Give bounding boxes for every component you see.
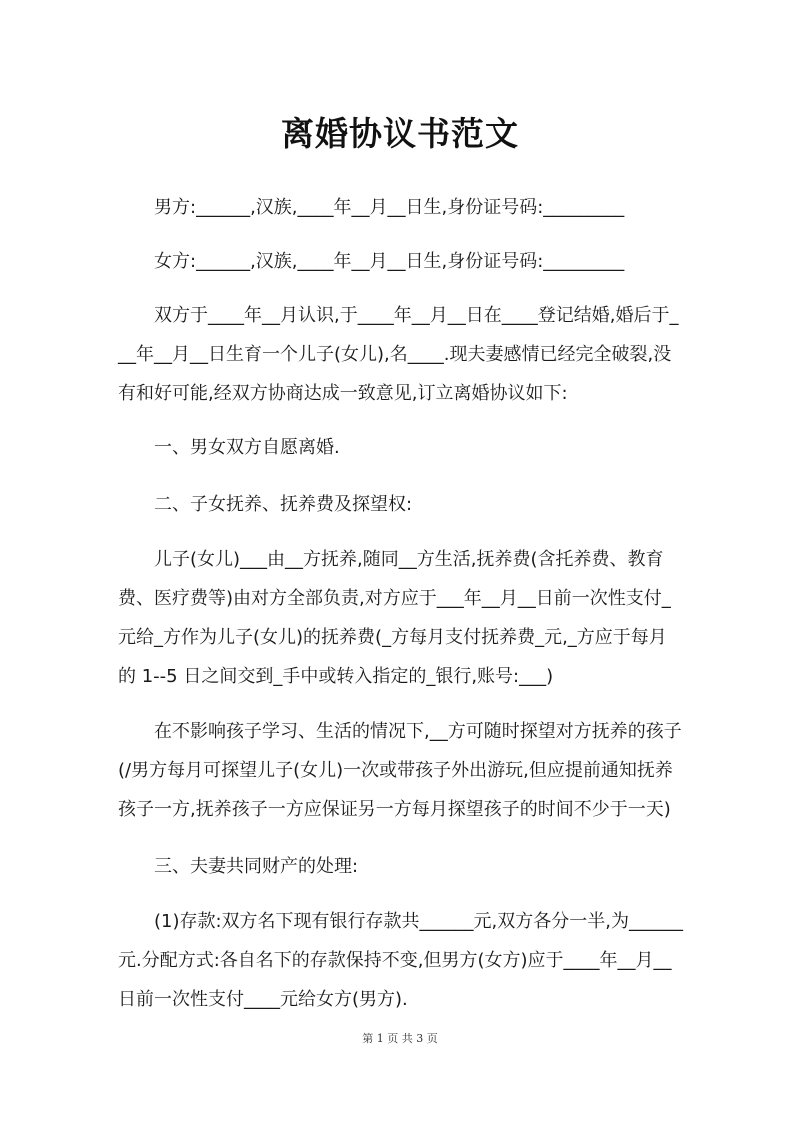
clause-3-heading: 三、夫妻共同财产的处理:: [154, 856, 359, 877]
paragraph-female-party: 女方:______,汉族,____年__月__日生,身份证号码:_________: [154, 251, 625, 272]
paragraph-male-party: 男方:______,汉族,____年__月__日生,身份证号码:_________: [154, 197, 625, 218]
clause-2-heading: 二、子女抚养、抚养费及探望权:: [154, 494, 413, 515]
paragraph-child-support: 儿子(女儿)___由__方抚养,随同__方生活,抚养费(含托养费、教育费、医疗费等)由对方全部负责,对方应于___年__月__日前一次性支付_元给_方作为儿子(女儿)的抚养费(_方每月支付抚养费_元,_方应于每月的 1--5 日之间交到_手中或转入指定的_银行,账号:___): [118, 549, 671, 687]
document-body: [118, 188, 684, 1019]
paragraph-visitation: 在不影响孩子学习、生活的情况下,__方可随时探望对方抚养的孩子(/男方每月可探望儿子(女儿)一次或带孩子外出游玩,但应提前通知抚养孩子一方,抚养孩子一方应保证另一方每月探望孩子的时间不少于一天): [118, 721, 682, 820]
clause-1-divorce: 一、男女双方自愿离婚.: [154, 437, 340, 458]
paragraph-marriage-background: 双方于____年__月认识,于____年__月__日在____登记结婚,婚后于___年__月__日生育一个儿子(女儿),名____.现夫妻感情已经完全破裂,没有和好可能,经双方协商达成一致意见,订立离婚协议如下:: [118, 305, 679, 404]
paragraph-savings: (1)存款:双方名下现有银行存款共______元,双方各分一半,为______元.分配方式:各自名下的存款保持不变,但男方(女方)应于____年__月__日前一次性支付____元给女方(男方).: [118, 911, 684, 1010]
document-title: 离婚协议书范文: [281, 114, 519, 153]
page-footer: 第 1 页 共 3 页: [362, 1032, 438, 1045]
